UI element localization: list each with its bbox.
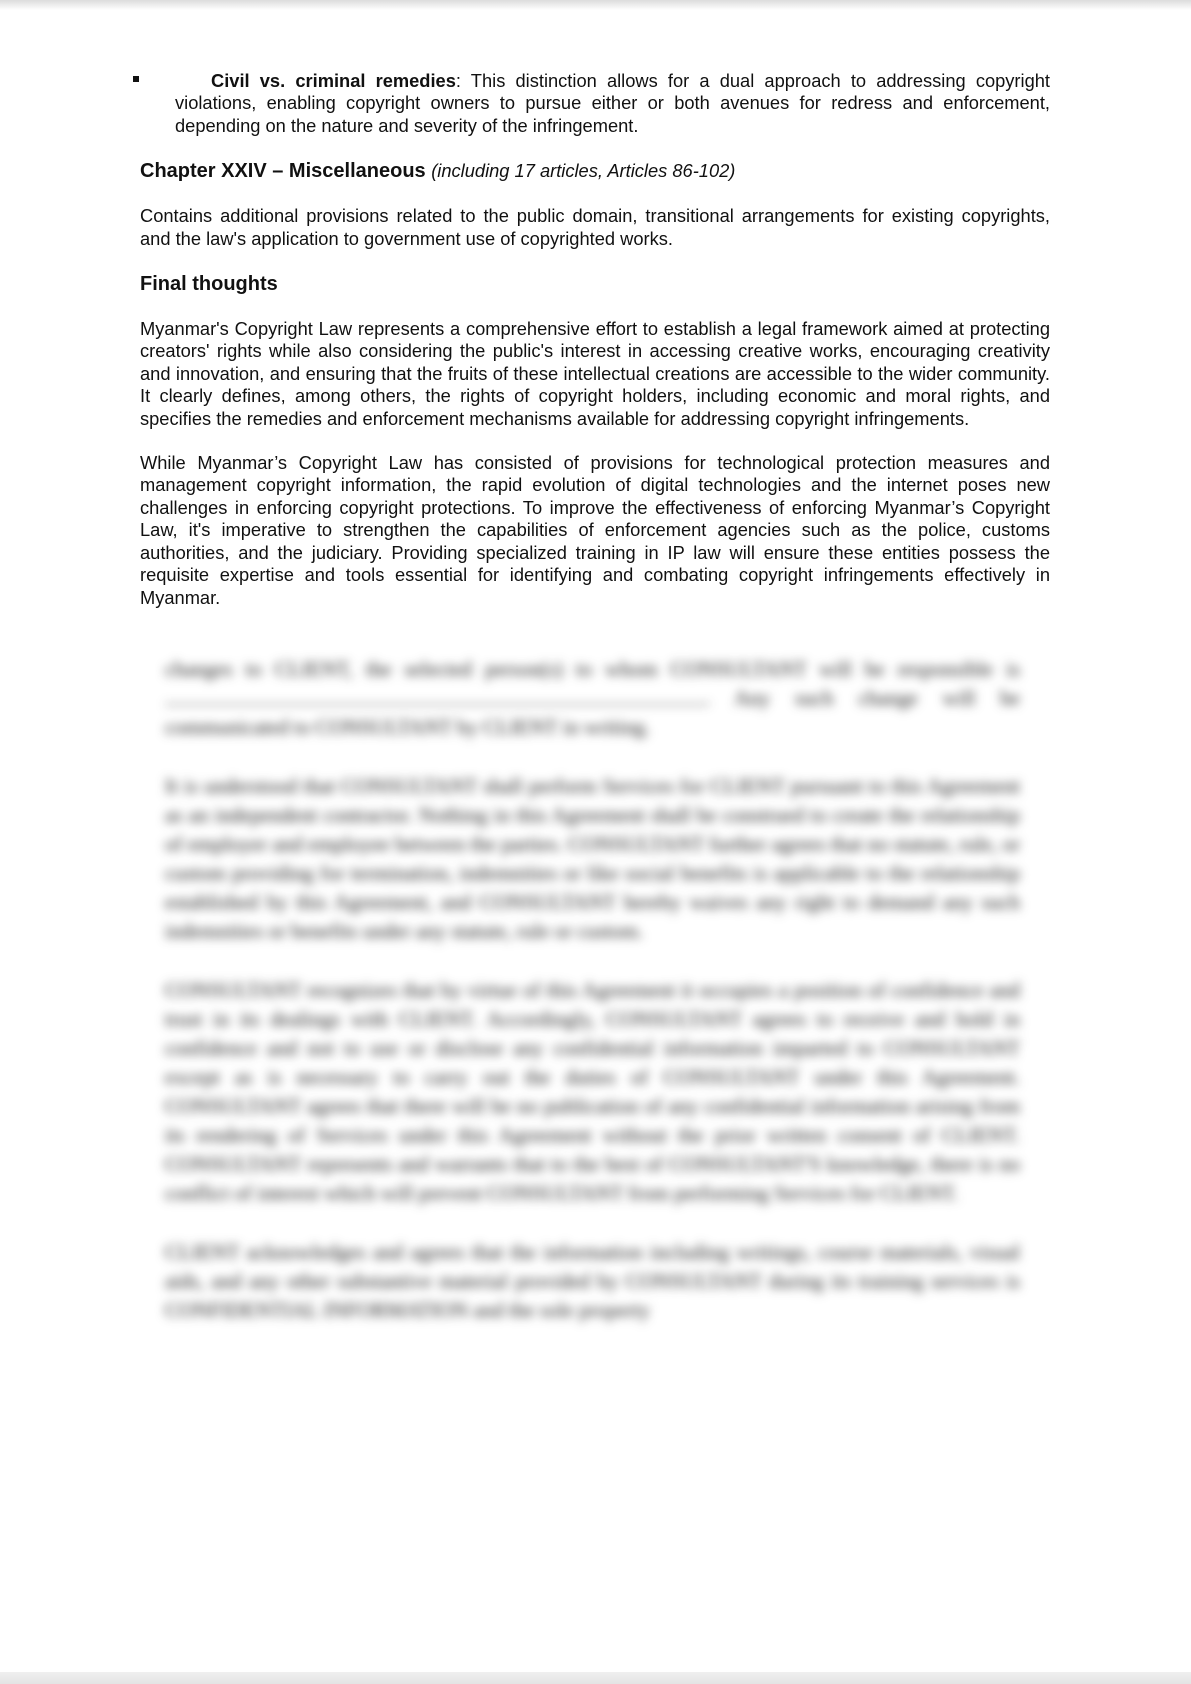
final-thoughts-heading: Final thoughts: [140, 273, 278, 296]
blurred-preview-section: [165, 655, 1020, 1355]
bullet-item-civil-criminal: [140, 70, 1050, 137]
final-thoughts-paragraph-1: Myanmar's Copyright Law represents a comprehensive effort to establish a legal framework aimed at protecting creators' rights while also considering the public's interest in accessing creative works, encouraging creativity and innovation, and ensuring that the fruits of these intellectual creations are accessible to the wider community. It clearly defines, among others, the rights of copyright holders, including economic and moral rights, and specifies the remedies and enforcement mechanisms available for addressing copyright infringements.: [140, 318, 1050, 429]
bullet-text: : This distinction allows for a dual approach to addressing copyright violations, enabling copyright owners to pursue either or both avenues for redress and enforcement, depending on the nature and severity of the infringement.: [175, 70, 1050, 136]
square-bullet-icon: [133, 76, 139, 82]
chapter-subtitle: (including 17 articles, Articles 86-102): [431, 160, 736, 182]
chapter-heading: [140, 159, 1050, 183]
bullet-term: Civil vs. criminal remedies: [211, 70, 456, 91]
blurred-paragraph-1: [165, 655, 1020, 742]
page-bottom-edge: [0, 1672, 1191, 1684]
blurred-paragraph-1-end: . Any such change will be communicated to CONSULTANT by CLIENT in writing.: [165, 686, 1020, 739]
chapter-body: Contains additional provisions related to the public domain, transitional arrangements for existing copyrights, and the law's application to government use of copyrighted works.: [140, 205, 1050, 249]
chapter-title: Chapter XXIV – Miscellaneous: [140, 160, 426, 183]
blurred-paragraph-1-start: changes to CLIENT, the selected person(s) to whom CONSULTANT will be responsible is: [165, 657, 1020, 681]
blank-fill-line: [165, 704, 705, 705]
blurred-paragraph-4: CLIENT acknowledges and agrees that the information including writings, course materials, visual aids, and any other substantive material provided by CONSULTANT during its training services is CONFIDENTIAL INFORMATION and the sole property: [165, 1240, 1020, 1322]
final-thoughts-paragraph-2: While Myanmar’s Copyright Law has consisted of provisions for technological protection measures and management copyright information, the rapid evolution of digital technologies and the internet poses new challenges in enforcing copyright protections. To improve the effectiveness of enforcing Myanmar’s Copyright Law, it's imperative to strengthen the capabilities of enforcement agencies such as the police, customs authorities, and the judiciary. Providing specialized training in IP law will ensure these entities possess the requisite expertise and tools essential for identifying and combating copyright infringements effectively in Myanmar.: [140, 452, 1050, 608]
document-content: [140, 70, 1050, 609]
page-top-edge: [0, 0, 1191, 10]
blurred-paragraph-2: It is understood that CONSULTANT shall perform Services for CLIENT pursuant to this Agreement as an independent contractor. Nothing in this Agreement shall be construed to create the relationship of employer and employee between the parties. CONSULTANT further agrees that no statute, rule, or custom providing for termination, indemnities or like social benefits is applicable to the relationship established by this Agreement, and CONSULTANT hereby waives any right to demand any such indemnities or benefits under any statute, rule or custom.: [165, 774, 1020, 943]
blurred-paragraph-3: CONSULTANT recognizes that by virtue of this Agreement it occupies a position of confidence and trust in its dealings with CLIENT. Accordingly, CONSULTANT agrees to receive and hold in confidence and not to use or disclose any confidential information imparted to CONSULTANT except as is necessary to carry out the duties of CONSULTANT under this Agreement. CONSULTANT agrees that there will be no publication of any confidential information arising from its rendering of Services under this Agreement without the prior written consent of CLIENT. CONSULTANT represents and warrants that to the best of CONSULTANT'S knowledge, there is no conflict of interest which will prevent CONSULTANT from performing Services for CLIENT.: [165, 978, 1020, 1205]
